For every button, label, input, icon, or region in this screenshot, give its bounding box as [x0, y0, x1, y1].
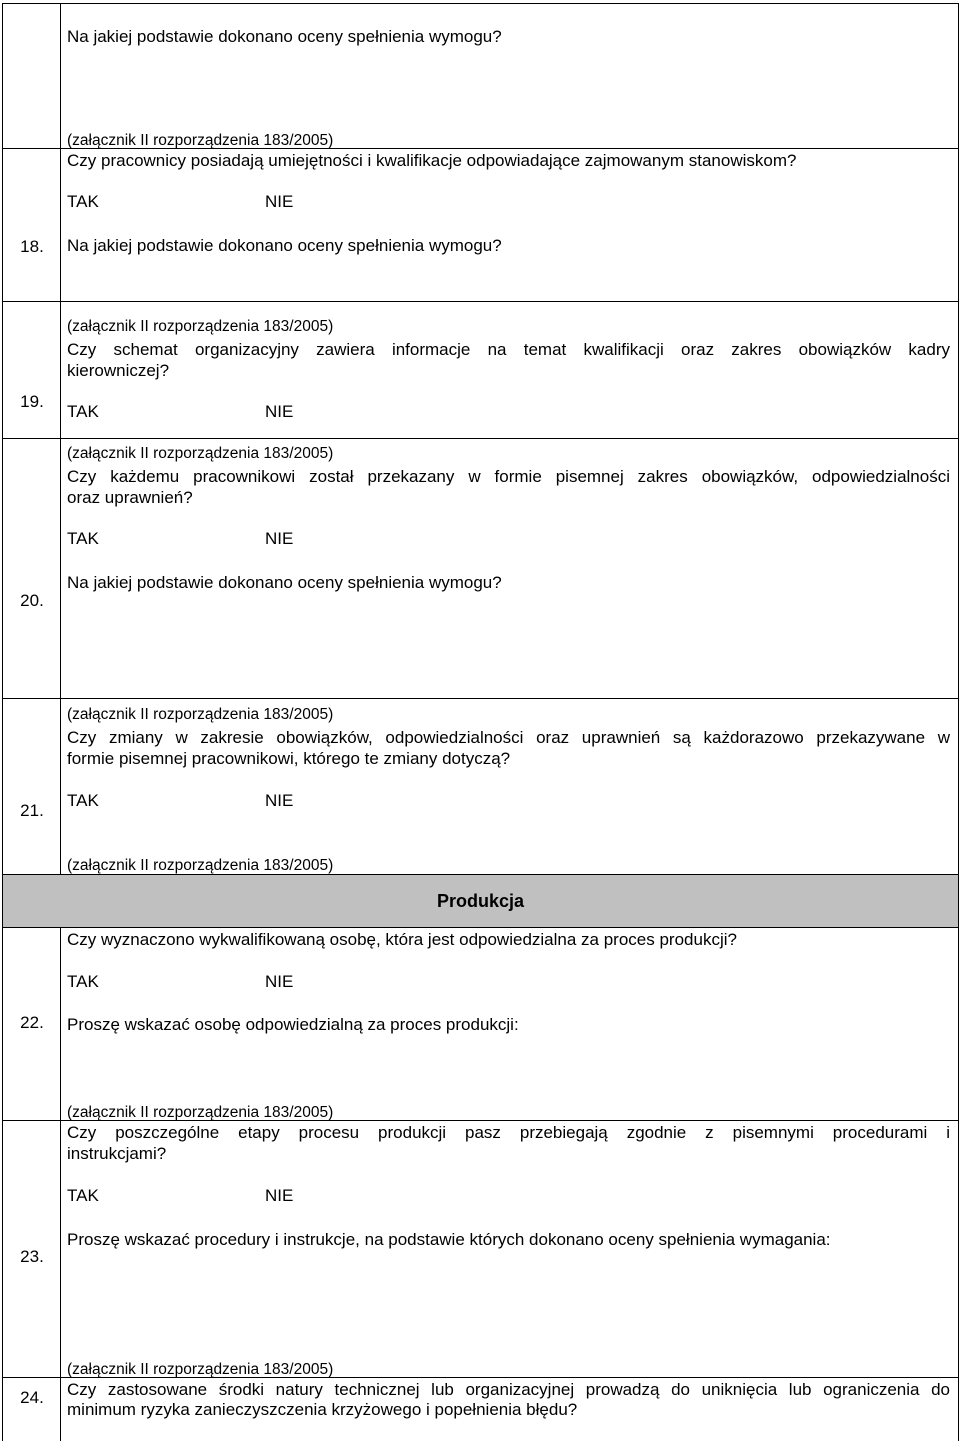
row-number: 23. [20, 1247, 44, 1266]
row-number: 22. [20, 1013, 44, 1032]
row-number-cell [3, 1378, 61, 1441]
row-number-cell [3, 302, 61, 438]
yes-option[interactable]: TAK [67, 1186, 99, 1205]
table-row-19 [3, 302, 958, 439]
yes-option[interactable]: TAK [67, 402, 99, 421]
question-text-line2: minimum ryzyka zanieczyszczenia krzyżowego i popełnienia błędu? [67, 1400, 578, 1419]
table-row-18 [3, 149, 958, 302]
no-option[interactable]: NIE [265, 972, 294, 991]
section-header-production [3, 875, 958, 928]
row-number-cell [3, 439, 61, 698]
basis-question: Na jakiej podstawie dokonano oceny spełnienia wymogu? [67, 27, 502, 46]
question-text: Czy wyznaczono wykwalifikowaną osobę, która jest odpowiedzialna za proces produkcji? [67, 930, 737, 949]
no-option[interactable]: NIE [265, 791, 294, 810]
table-row-20 [3, 439, 958, 699]
row-number: 21. [20, 801, 44, 820]
row-number-cell [3, 1121, 61, 1377]
row-number-cell [3, 4, 61, 148]
yes-option[interactable]: TAK [67, 529, 99, 548]
procedures-prompt: Proszę wskazać procedury i instrukcje, na podstawie których dokonano oceny spełnienia wymagania: [67, 1230, 831, 1249]
questionnaire-table [2, 3, 959, 1441]
question-text-line2: formie pisemnej pracownikowi, którego te zmiany dotyczą? [67, 749, 511, 768]
yes-option[interactable]: TAK [67, 791, 99, 810]
basis-question: Na jakiej podstawie dokonano oceny spełnienia wymogu? [67, 236, 502, 255]
row-number: 19. [20, 392, 44, 411]
row-number-cell [3, 149, 61, 301]
row-number: 24. [20, 1388, 44, 1407]
legal-reference: (załącznik II rozporządzenia 183/2005) [67, 318, 334, 335]
table-row-22 [3, 928, 958, 1121]
section-title: Produkcja [436, 891, 525, 911]
legal-reference: (załącznik II rozporządzenia 183/2005) [67, 706, 334, 723]
no-option[interactable]: NIE [265, 529, 294, 548]
legal-reference: (załącznik II rozporządzenia 183/2005) [67, 1361, 334, 1378]
legal-reference: (załącznik II rozporządzenia 183/2005) [67, 132, 334, 149]
yes-option[interactable]: TAK [67, 972, 99, 991]
yes-option[interactable]: TAK [67, 192, 99, 211]
table-row-24 [3, 1378, 958, 1441]
table-row-17 [3, 4, 958, 149]
row-number-cell [3, 928, 61, 1120]
question-text-line2: instrukcjami? [67, 1144, 167, 1163]
legal-reference: (załącznik II rozporządzenia 183/2005) [67, 1104, 334, 1121]
question-text-line1: Czy zmiany w zakresie obowiązków, odpowiedzialności oraz uprawnień są każdorazowo przekazywane w [67, 728, 950, 747]
row-number: 18. [20, 237, 44, 256]
question-text-line1: Czy zastosowane środki natury technicznej lub organizacyjnej prowadzą do uniknięcia lub ograniczenia do [67, 1380, 950, 1399]
question-text-line2: oraz uprawnień? [67, 488, 193, 507]
question-text-line1: Czy schemat organizacyjny zawiera informacje na temat kwalifikacji oraz zakres obowiązków kadry [67, 340, 950, 359]
row-number: 20. [20, 591, 44, 610]
table-row-23 [3, 1121, 958, 1378]
basis-question: Na jakiej podstawie dokonano oceny spełnienia wymogu? [67, 573, 502, 592]
no-option[interactable]: NIE [265, 402, 294, 421]
no-option[interactable]: NIE [265, 192, 294, 211]
row-number-cell [3, 699, 61, 874]
question-text-line1: Czy każdemu pracownikowi został przekazany w formie pisemnej zakres obowiązków, odpowiedzialności [67, 467, 950, 486]
question-text-line2: kierowniczej? [67, 361, 170, 380]
question-text-line1: Czy poszczególne etapy procesu produkcji pasz przebiegają zgodnie z pisemnymi procedurami i [67, 1123, 950, 1142]
table-row-21 [3, 699, 958, 875]
no-option[interactable]: NIE [265, 1186, 294, 1205]
question-text: Czy pracownicy posiadają umiejętności i kwalifikacje odpowiadające zajmowanym stanowiskom? [67, 151, 797, 170]
responsible-person-prompt: Proszę wskazać osobę odpowiedzialną za proces produkcji: [67, 1015, 519, 1034]
legal-reference: (załącznik II rozporządzenia 183/2005) [67, 857, 334, 874]
legal-reference: (załącznik II rozporządzenia 183/2005) [67, 445, 334, 462]
